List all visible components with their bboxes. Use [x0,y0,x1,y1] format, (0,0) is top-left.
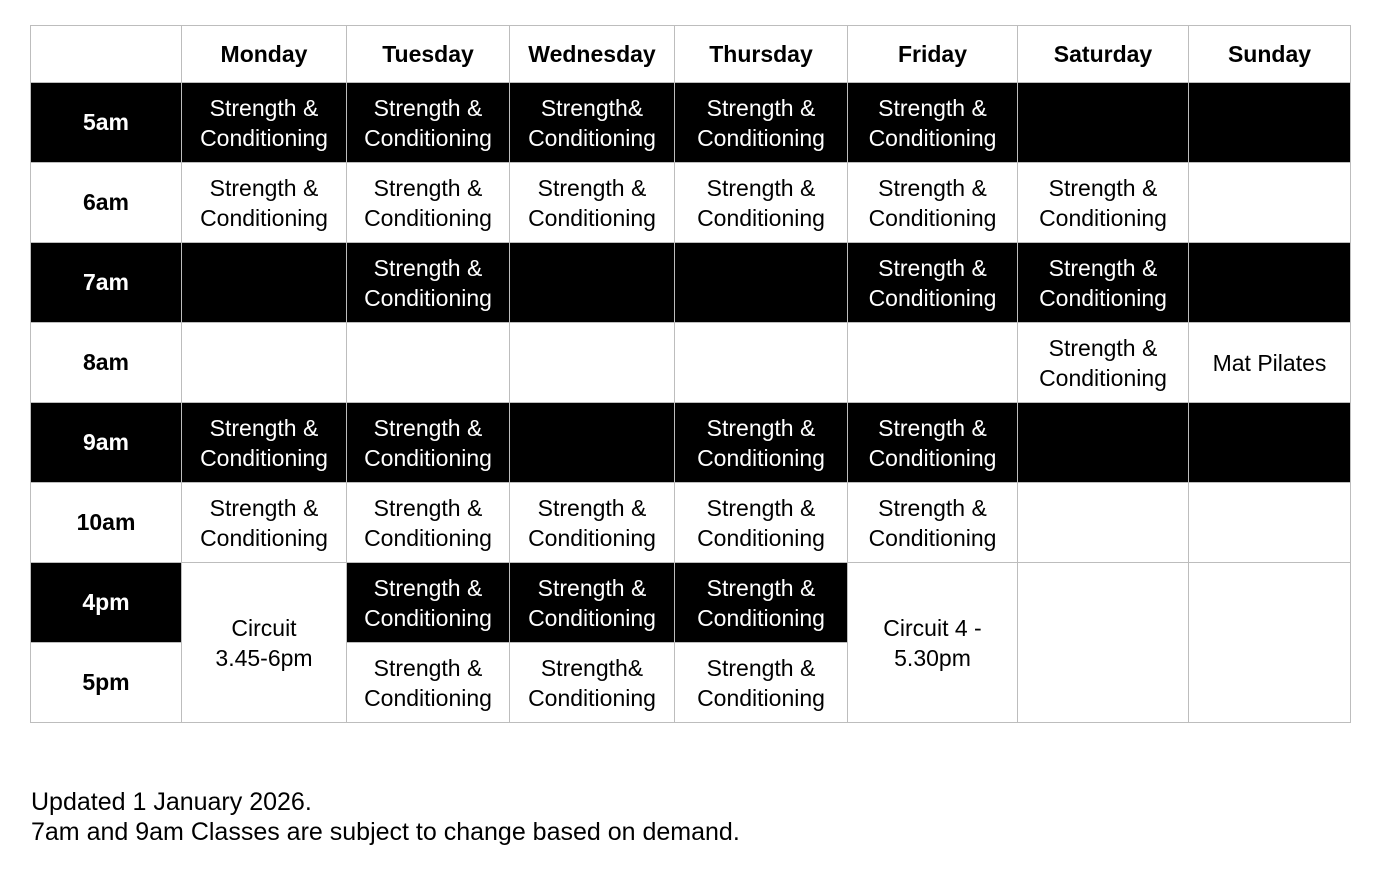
class-cell-sunday [1189,243,1351,323]
time-label: 6am [31,163,182,243]
class-cell-wednesday [510,323,675,403]
time-label: 8am [31,323,182,403]
class-cell-monday [182,243,347,323]
class-cell-tuesday: Strength & Conditioning [347,403,510,483]
day-header-friday: Friday [848,26,1018,83]
time-label: 7am [31,243,182,323]
time-row-6am [31,163,1351,243]
class-cell-tuesday: Strength & Conditioning [347,243,510,323]
class-cell-tuesday: Strength & Conditioning [347,83,510,163]
day-header-thursday: Thursday [675,26,848,83]
class-cell-friday: Strength & Conditioning [848,403,1018,483]
class-cell-saturday: Strength & Conditioning [1018,163,1189,243]
class-cell-thursday [675,243,848,323]
class-cell-friday: Strength & Conditioning [848,163,1018,243]
day-header-sunday: Sunday [1189,26,1351,83]
class-cell-saturday [1018,563,1189,723]
class-cell-friday: Strength & Conditioning [848,483,1018,563]
class-cell-sunday [1189,83,1351,163]
class-cell-sunday [1189,403,1351,483]
class-cell-tuesday: Strength & Conditioning [347,563,510,643]
class-cell-saturday [1018,483,1189,563]
class-cell-thursday: Strength & Conditioning [675,483,848,563]
class-cell-sunday [1189,163,1351,243]
class-cell-friday [848,323,1018,403]
class-cell-friday: Circuit 4 - 5.30pm [848,563,1018,723]
class-cell-wednesday: Strength& Conditioning [510,83,675,163]
class-cell-sunday [1189,563,1351,723]
time-row-7am [31,243,1351,323]
class-cell-wednesday: Strength & Conditioning [510,483,675,563]
class-cell-monday: Circuit 3.45-6pm [182,563,347,723]
schedule-change-note: 7am and 9am Classes are subject to change based on demand. [31,818,740,846]
class-cell-sunday: Mat Pilates [1189,323,1351,403]
time-label: 5am [31,83,182,163]
time-row-4pm [31,563,1351,643]
class-cell-thursday: Strength & Conditioning [675,403,848,483]
class-cell-tuesday [347,323,510,403]
time-label: 5pm [31,643,182,723]
day-header-wednesday: Wednesday [510,26,675,83]
time-row-9am [31,403,1351,483]
class-cell-wednesday [510,243,675,323]
class-cell-tuesday: Strength & Conditioning [347,643,510,723]
time-label: 4pm [31,563,182,643]
day-header-tuesday: Tuesday [347,26,510,83]
footnotes [31,787,740,847]
header-row [31,26,1351,83]
class-cell-monday: Strength & Conditioning [182,403,347,483]
class-cell-wednesday [510,403,675,483]
corner-cell [31,26,182,83]
time-label: 9am [31,403,182,483]
class-cell-sunday [1189,483,1351,563]
class-cell-monday [182,323,347,403]
class-cell-friday: Strength & Conditioning [848,83,1018,163]
class-cell-monday: Strength & Conditioning [182,163,347,243]
class-cell-saturday [1018,83,1189,163]
time-row-5am [31,83,1351,163]
class-schedule-table [30,25,1351,723]
class-cell-wednesday: Strength & Conditioning [510,163,675,243]
class-cell-thursday: Strength & Conditioning [675,563,848,643]
class-cell-tuesday: Strength & Conditioning [347,163,510,243]
class-cell-monday: Strength & Conditioning [182,483,347,563]
time-row-10am [31,483,1351,563]
time-row-8am [31,323,1351,403]
class-cell-monday: Strength & Conditioning [182,83,347,163]
day-header-monday: Monday [182,26,347,83]
class-cell-friday: Strength & Conditioning [848,243,1018,323]
class-cell-wednesday: Strength& Conditioning [510,643,675,723]
updated-note: Updated 1 January 2026. [31,788,312,816]
class-cell-thursday: Strength & Conditioning [675,163,848,243]
class-cell-saturday: Strength & Conditioning [1018,323,1189,403]
class-cell-tuesday: Strength & Conditioning [347,483,510,563]
class-cell-saturday [1018,403,1189,483]
class-cell-thursday: Strength & Conditioning [675,643,848,723]
class-cell-thursday [675,323,848,403]
class-cell-wednesday: Strength & Conditioning [510,563,675,643]
class-cell-thursday: Strength & Conditioning [675,83,848,163]
time-label: 10am [31,483,182,563]
day-header-saturday: Saturday [1018,26,1189,83]
class-cell-saturday: Strength & Conditioning [1018,243,1189,323]
